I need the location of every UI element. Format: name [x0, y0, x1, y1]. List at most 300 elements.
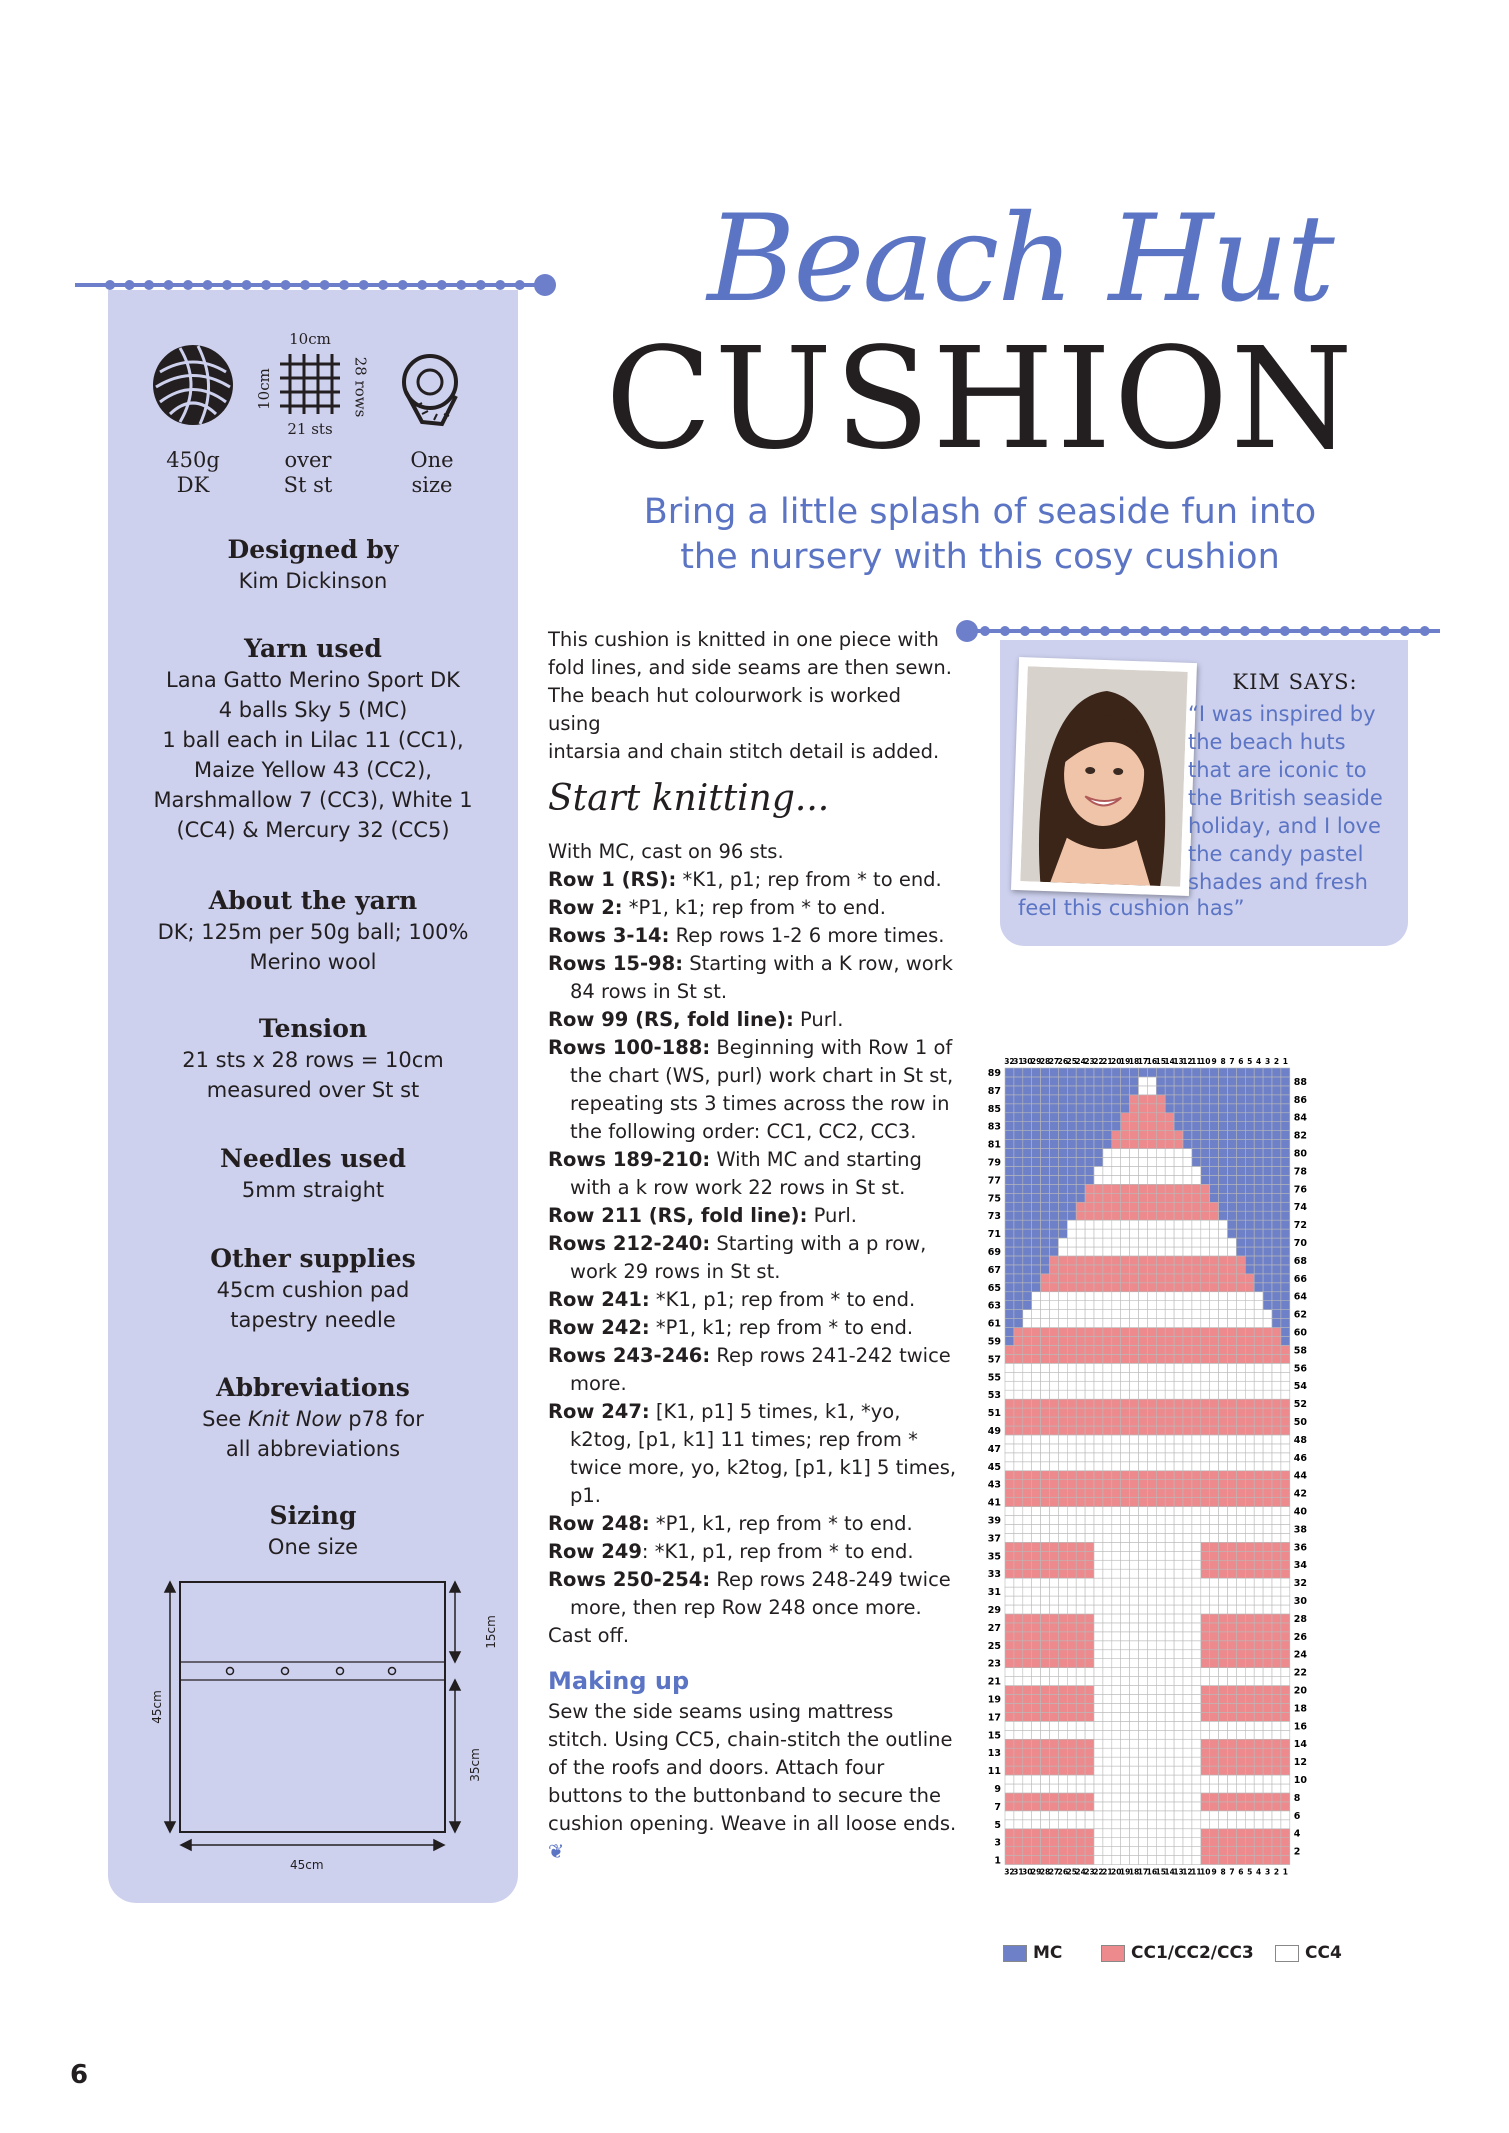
- chart-cell: [1076, 1480, 1085, 1489]
- chart-cell: [1112, 1328, 1121, 1337]
- chart-cell: [1058, 1283, 1067, 1292]
- chart-cell: [1032, 1345, 1041, 1354]
- chart-cell: [1103, 1695, 1112, 1704]
- chart-cell: [1228, 1122, 1237, 1131]
- chart-cell: [1058, 1695, 1067, 1704]
- chart-cell: [1121, 1847, 1130, 1856]
- chart-cell: [1112, 1122, 1121, 1131]
- chart-cell: [1050, 1596, 1059, 1605]
- chart-cell: [1201, 1337, 1210, 1346]
- chart-cell: [1076, 1095, 1085, 1104]
- chart-cell: [1272, 1283, 1281, 1292]
- chart-cell: [1094, 1703, 1103, 1712]
- chart-cell: [1236, 1247, 1245, 1256]
- chart-cell: [1121, 1578, 1130, 1587]
- chart-cell: [1210, 1166, 1219, 1175]
- chart-cell: [1050, 1435, 1059, 1444]
- chart-cell: [1219, 1695, 1228, 1704]
- chart-cell: [1005, 1856, 1014, 1865]
- chart-cell: [1076, 1086, 1085, 1095]
- chart-cell: [1014, 1301, 1023, 1310]
- chart-cell: [1130, 1086, 1139, 1095]
- chart-cell: [1085, 1721, 1094, 1730]
- chart-cell: [1094, 1158, 1103, 1167]
- chart-cell: [1050, 1551, 1059, 1560]
- chart-cell: [1103, 1784, 1112, 1793]
- chart-cell: [1201, 1757, 1210, 1766]
- chart-cell: [1076, 1283, 1085, 1292]
- chart-cell: [1183, 1319, 1192, 1328]
- chart-cell: [1014, 1220, 1023, 1229]
- chart-cell: [1228, 1104, 1237, 1113]
- chart-cell: [1130, 1757, 1139, 1766]
- chart-cell: [1263, 1292, 1272, 1301]
- chart-cell: [1156, 1417, 1165, 1426]
- chart-cell: [1058, 1453, 1067, 1462]
- chart-cell: [1103, 1703, 1112, 1712]
- chart-cell: [1050, 1426, 1059, 1435]
- chart-cell: [1023, 1721, 1032, 1730]
- chart-cell: [1236, 1095, 1245, 1104]
- chart-cell: [1228, 1498, 1237, 1507]
- chart-cell: [1201, 1641, 1210, 1650]
- chart-cell: [1210, 1426, 1219, 1435]
- quote-line: the candy pastel: [1188, 842, 1364, 866]
- row-number-label: 87: [987, 1085, 1001, 1097]
- chart-cell: [1183, 1381, 1192, 1390]
- chart-cell: [1121, 1086, 1130, 1095]
- chart-cell: [1139, 1677, 1148, 1686]
- chart-cell: [1156, 1354, 1165, 1363]
- chart-cell: [1032, 1175, 1041, 1184]
- chart-cell: [1121, 1641, 1130, 1650]
- chart-cell: [1174, 1587, 1183, 1596]
- chart-cell: [1201, 1802, 1210, 1811]
- chart-cell: [1165, 1462, 1174, 1471]
- chart-cell: [1094, 1802, 1103, 1811]
- chart-cell: [1228, 1202, 1237, 1211]
- chart-cell: [1103, 1149, 1112, 1158]
- chart-cell: [1219, 1605, 1228, 1614]
- column-number-label: 4: [1256, 1057, 1262, 1066]
- chart-cell: [1067, 1274, 1076, 1283]
- chart-cell: [1121, 1390, 1130, 1399]
- chart-cell: [1032, 1829, 1041, 1838]
- chart-cell: [1192, 1533, 1201, 1542]
- kim-says-title: KIM SAYS:: [1232, 670, 1358, 694]
- chart-cell: [1201, 1444, 1210, 1453]
- chart-cell: [1121, 1623, 1130, 1632]
- chart-cell: [1272, 1140, 1281, 1149]
- chart-cell: [1112, 1551, 1121, 1560]
- chart-cell: [1041, 1140, 1050, 1149]
- row-number-label: 13: [987, 1748, 1001, 1760]
- chart-cell: [1130, 1238, 1139, 1247]
- chart-cell: [1147, 1256, 1156, 1265]
- column-number-label: 24: [1075, 1057, 1086, 1066]
- instruction-label: Rows 243-246:: [548, 1344, 711, 1367]
- chart-cell: [1272, 1695, 1281, 1704]
- chart-cell: [1094, 1632, 1103, 1641]
- chart-cell: [1067, 1175, 1076, 1184]
- chart-cell: [1263, 1068, 1272, 1077]
- chart-cell: [1219, 1471, 1228, 1480]
- chart-cell: [1121, 1775, 1130, 1784]
- chart-cell: [1023, 1462, 1032, 1471]
- chart-cell: [1147, 1104, 1156, 1113]
- row-number-label: 27: [987, 1622, 1001, 1634]
- chart-cell: [1263, 1095, 1272, 1104]
- chart-cell: [1156, 1372, 1165, 1381]
- chart-cell: [1076, 1068, 1085, 1077]
- chart-cell: [1130, 1363, 1139, 1372]
- instruction-row: [548, 1342, 958, 1398]
- chart-cell: [1121, 1354, 1130, 1363]
- chart-cell: [1130, 1319, 1139, 1328]
- chart-cell: [1032, 1453, 1041, 1462]
- chart-cell: [1210, 1390, 1219, 1399]
- chart-cell: [1174, 1399, 1183, 1408]
- chart-cell: [1041, 1516, 1050, 1525]
- chart-cell: [1210, 1668, 1219, 1677]
- chart-cell: [1236, 1650, 1245, 1659]
- instruction-text: Rep rows 248-249 twice more, then rep Row 248 once more.: [570, 1568, 951, 1619]
- chart-cell: [1219, 1775, 1228, 1784]
- chart-cell: [1183, 1605, 1192, 1614]
- chart-cell: [1174, 1265, 1183, 1274]
- chart-cell: [1174, 1712, 1183, 1721]
- column-number-label: 20: [1111, 1057, 1122, 1066]
- chart-cell: [1014, 1149, 1023, 1158]
- chart-cell: [1254, 1220, 1263, 1229]
- row-number-label: 33: [987, 1569, 1001, 1581]
- chart-cell: [1094, 1301, 1103, 1310]
- chart-cell: [1014, 1229, 1023, 1238]
- chart-cell: [1112, 1220, 1121, 1229]
- row-number-label: 88: [1293, 1076, 1308, 1088]
- chart-cell: [1041, 1444, 1050, 1453]
- chart-cell: [1014, 1856, 1023, 1865]
- chart-cell: [1228, 1471, 1237, 1480]
- chart-cell: [1183, 1695, 1192, 1704]
- chart-cell: [1005, 1345, 1014, 1354]
- chart-cell: [1067, 1471, 1076, 1480]
- chart-cell: [1112, 1650, 1121, 1659]
- chart-cell: [1014, 1677, 1023, 1686]
- chart-cell: [1005, 1247, 1014, 1256]
- chart-cell: [1076, 1820, 1085, 1829]
- chart-cell: [1130, 1337, 1139, 1346]
- chart-cell: [1005, 1283, 1014, 1292]
- chart-cell: [1103, 1417, 1112, 1426]
- chart-cell: [1210, 1211, 1219, 1220]
- chart-cell: [1085, 1498, 1094, 1507]
- chart-cell: [1219, 1390, 1228, 1399]
- chart-cell: [1245, 1775, 1254, 1784]
- chart-cell: [1263, 1175, 1272, 1184]
- chart-cell: [1041, 1328, 1050, 1337]
- chart-cell: [1023, 1757, 1032, 1766]
- chart-cell: [1254, 1444, 1263, 1453]
- chart-cell: [1192, 1471, 1201, 1480]
- row-number-label: 19: [987, 1694, 1001, 1706]
- chart-cell: [1210, 1283, 1219, 1292]
- row-number-label: 1: [994, 1855, 1001, 1867]
- chart-cell: [1005, 1650, 1014, 1659]
- abbreviations-heading: Abbreviations: [216, 1373, 410, 1402]
- chart-cell: [1174, 1632, 1183, 1641]
- chart-cell: [1210, 1131, 1219, 1140]
- chart-cell: [1219, 1238, 1228, 1247]
- column-number-label: 32: [1004, 1057, 1015, 1066]
- chart-cell: [1272, 1668, 1281, 1677]
- chart-cell: [1245, 1748, 1254, 1757]
- chart-cell: [1263, 1623, 1272, 1632]
- chart-cell: [1201, 1319, 1210, 1328]
- chart-cell: [1112, 1256, 1121, 1265]
- chart-cell: [1254, 1847, 1263, 1856]
- chart-cell: [1041, 1542, 1050, 1551]
- chart-cell: [1005, 1748, 1014, 1757]
- chart-cell: [1281, 1739, 1290, 1748]
- chart-cell: [1263, 1739, 1272, 1748]
- chart-cell: [1121, 1256, 1130, 1265]
- about-line: Merino wool: [249, 950, 377, 974]
- chart-cell: [1174, 1140, 1183, 1149]
- instruction-row: [548, 894, 958, 922]
- chart-cell: [1147, 1122, 1156, 1131]
- chart-cell: [1067, 1435, 1076, 1444]
- chart-cell: [1094, 1721, 1103, 1730]
- chart-cell: [1112, 1578, 1121, 1587]
- chart-cell: [1023, 1605, 1032, 1614]
- chart-cell: [1272, 1569, 1281, 1578]
- chart-cell: [1219, 1793, 1228, 1802]
- chart-cell: [1245, 1695, 1254, 1704]
- chart-cell: [1121, 1381, 1130, 1390]
- chart-cell: [1041, 1695, 1050, 1704]
- chart-cell: [1067, 1202, 1076, 1211]
- chart-cell: [1058, 1659, 1067, 1668]
- chart-cell: [1192, 1077, 1201, 1086]
- chart-cell: [1183, 1856, 1192, 1865]
- chart-cell: [1165, 1435, 1174, 1444]
- chart-cell: [1281, 1399, 1290, 1408]
- chart-cell: [1147, 1730, 1156, 1739]
- chart-cell: [1085, 1220, 1094, 1229]
- chart-cell: [1058, 1569, 1067, 1578]
- chart-cell: [1219, 1077, 1228, 1086]
- chart-cell: [1130, 1829, 1139, 1838]
- chart-cell: [1192, 1131, 1201, 1140]
- chart-cell: [1245, 1838, 1254, 1847]
- chart-cell: [1156, 1560, 1165, 1569]
- chart-cell: [1050, 1247, 1059, 1256]
- chart-cell: [1183, 1354, 1192, 1363]
- chart-cell: [1263, 1507, 1272, 1516]
- chart-cell: [1023, 1766, 1032, 1775]
- chart-cell: [1272, 1829, 1281, 1838]
- chart-cell: [1094, 1650, 1103, 1659]
- column-number-label: 17: [1137, 1867, 1149, 1877]
- chart-cell: [1254, 1721, 1263, 1730]
- chart-cell: [1094, 1739, 1103, 1748]
- chart-cell: [1147, 1283, 1156, 1292]
- chart-cell: [1174, 1829, 1183, 1838]
- column-number-label: 19: [1119, 1867, 1131, 1877]
- chart-cell: [1112, 1838, 1121, 1847]
- chart-cell: [1254, 1158, 1263, 1167]
- chart-cell: [1041, 1668, 1050, 1677]
- chart-cell: [1112, 1175, 1121, 1184]
- chart-cell: [1005, 1712, 1014, 1721]
- chart-cell: [1281, 1659, 1290, 1668]
- chart-cell: [1067, 1542, 1076, 1551]
- chart-cell: [1005, 1390, 1014, 1399]
- chart-cell: [1094, 1328, 1103, 1337]
- chart-cell: [1201, 1301, 1210, 1310]
- chart-cell: [1067, 1614, 1076, 1623]
- chart-cell: [1219, 1131, 1228, 1140]
- chart-cell: [1281, 1847, 1290, 1856]
- chart-cell: [1183, 1113, 1192, 1122]
- column-number-label: 1: [1282, 1057, 1288, 1066]
- chart-cell: [1210, 1265, 1219, 1274]
- chart-cell: [1147, 1507, 1156, 1516]
- chart-cell: [1112, 1695, 1121, 1704]
- chart-cell: [1254, 1829, 1263, 1838]
- chart-cell: [1139, 1337, 1148, 1346]
- chart-cell: [1272, 1721, 1281, 1730]
- chart-cell: [1192, 1507, 1201, 1516]
- chart-cell: [1192, 1632, 1201, 1641]
- row-number-label: 42: [1293, 1488, 1308, 1500]
- chart-cell: [1236, 1238, 1245, 1247]
- chart-cell: [1014, 1193, 1023, 1202]
- chart-cell: [1130, 1695, 1139, 1704]
- chart-cell: [1050, 1095, 1059, 1104]
- chart-cell: [1058, 1820, 1067, 1829]
- chart-cell: [1147, 1560, 1156, 1569]
- chart-cell: [1147, 1095, 1156, 1104]
- chart-cell: [1112, 1068, 1121, 1077]
- chart-cell: [1023, 1175, 1032, 1184]
- chart-cell: [1201, 1775, 1210, 1784]
- chart-cell: [1094, 1578, 1103, 1587]
- chart-cell: [1156, 1811, 1165, 1820]
- instruction-row: [548, 1314, 958, 1342]
- chart-cell: [1174, 1283, 1183, 1292]
- chart-cell: [1210, 1417, 1219, 1426]
- column-number-label: 4: [1256, 1867, 1262, 1877]
- row-number-label: 30: [1293, 1596, 1308, 1607]
- chart-cell: [1165, 1533, 1174, 1542]
- chart-cell: [1254, 1686, 1263, 1695]
- chart-cell: [1245, 1131, 1254, 1140]
- chart-cell: [1058, 1345, 1067, 1354]
- chart-cell: [1005, 1533, 1014, 1542]
- chart-cell: [1219, 1498, 1228, 1507]
- instruction-text: : *K1, p1, rep from * to end.: [641, 1540, 914, 1563]
- chart-cell: [1050, 1632, 1059, 1641]
- chart-cell: [1085, 1489, 1094, 1498]
- chart-cell: [1147, 1238, 1156, 1247]
- chart-cell: [1272, 1587, 1281, 1596]
- chart-cell: [1254, 1623, 1263, 1632]
- chart-cell: [1281, 1838, 1290, 1847]
- chart-cell: [1201, 1086, 1210, 1095]
- chart-cell: [1219, 1489, 1228, 1498]
- chart-cell: [1147, 1650, 1156, 1659]
- chart-cell: [1041, 1453, 1050, 1462]
- chart-cell: [1094, 1363, 1103, 1372]
- chart-cell: [1183, 1632, 1192, 1641]
- chart-cell: [1272, 1345, 1281, 1354]
- chart-cell: [1005, 1399, 1014, 1408]
- chart-cell: [1210, 1193, 1219, 1202]
- chart-cell: [1228, 1453, 1237, 1462]
- chart-cell: [1094, 1766, 1103, 1775]
- chart-cell: [1023, 1247, 1032, 1256]
- chart-cell: [1156, 1068, 1165, 1077]
- chart-cell: [1245, 1220, 1254, 1229]
- chart-cell: [1139, 1426, 1148, 1435]
- chart-cell: [1281, 1802, 1290, 1811]
- chart-cell: [1236, 1712, 1245, 1721]
- yarn-line: Marshmallow 7 (CC3), White 1: [153, 788, 473, 812]
- chart-cell: [1201, 1686, 1210, 1695]
- chart-cell: [1139, 1202, 1148, 1211]
- chart-cell: [1156, 1542, 1165, 1551]
- chart-cell: [1183, 1829, 1192, 1838]
- row-number-label: 53: [987, 1390, 1001, 1402]
- chart-cell: [1121, 1632, 1130, 1641]
- chart-cell: [1147, 1677, 1156, 1686]
- chart-cell: [1023, 1533, 1032, 1542]
- chart-cell: [1165, 1122, 1174, 1131]
- chart-cell: [1023, 1238, 1032, 1247]
- chart-cell: [1050, 1363, 1059, 1372]
- column-number-label: 27: [1048, 1057, 1060, 1066]
- chart-cell: [1174, 1569, 1183, 1578]
- chart-cell: [1254, 1435, 1263, 1444]
- chart-cell: [1014, 1560, 1023, 1569]
- chart-cell: [1263, 1417, 1272, 1426]
- chart-cell: [1076, 1247, 1085, 1256]
- chart-cell: [1254, 1560, 1263, 1569]
- chart-cell: [1121, 1435, 1130, 1444]
- chart-cell: [1112, 1793, 1121, 1802]
- chart-cell: [1183, 1444, 1192, 1453]
- chart-cell: [1067, 1668, 1076, 1677]
- chart-cell: [1272, 1748, 1281, 1757]
- chart-cell: [1094, 1856, 1103, 1865]
- chart-cell: [1005, 1847, 1014, 1856]
- chart-cell: [1272, 1166, 1281, 1175]
- chart-cell: [1014, 1784, 1023, 1793]
- chart-cell: [1076, 1712, 1085, 1721]
- chart-cell: [1076, 1775, 1085, 1784]
- chart-cell: [1085, 1757, 1094, 1766]
- instruction-label: Rows 212-240:: [548, 1232, 711, 1255]
- chart-cell: [1121, 1471, 1130, 1480]
- chart-cell: [1254, 1372, 1263, 1381]
- chart-cell: [1139, 1703, 1148, 1712]
- chart-cell: [1201, 1390, 1210, 1399]
- chart-cell: [1067, 1408, 1076, 1417]
- chart-cell: [1263, 1686, 1272, 1695]
- chart-cell: [1236, 1748, 1245, 1757]
